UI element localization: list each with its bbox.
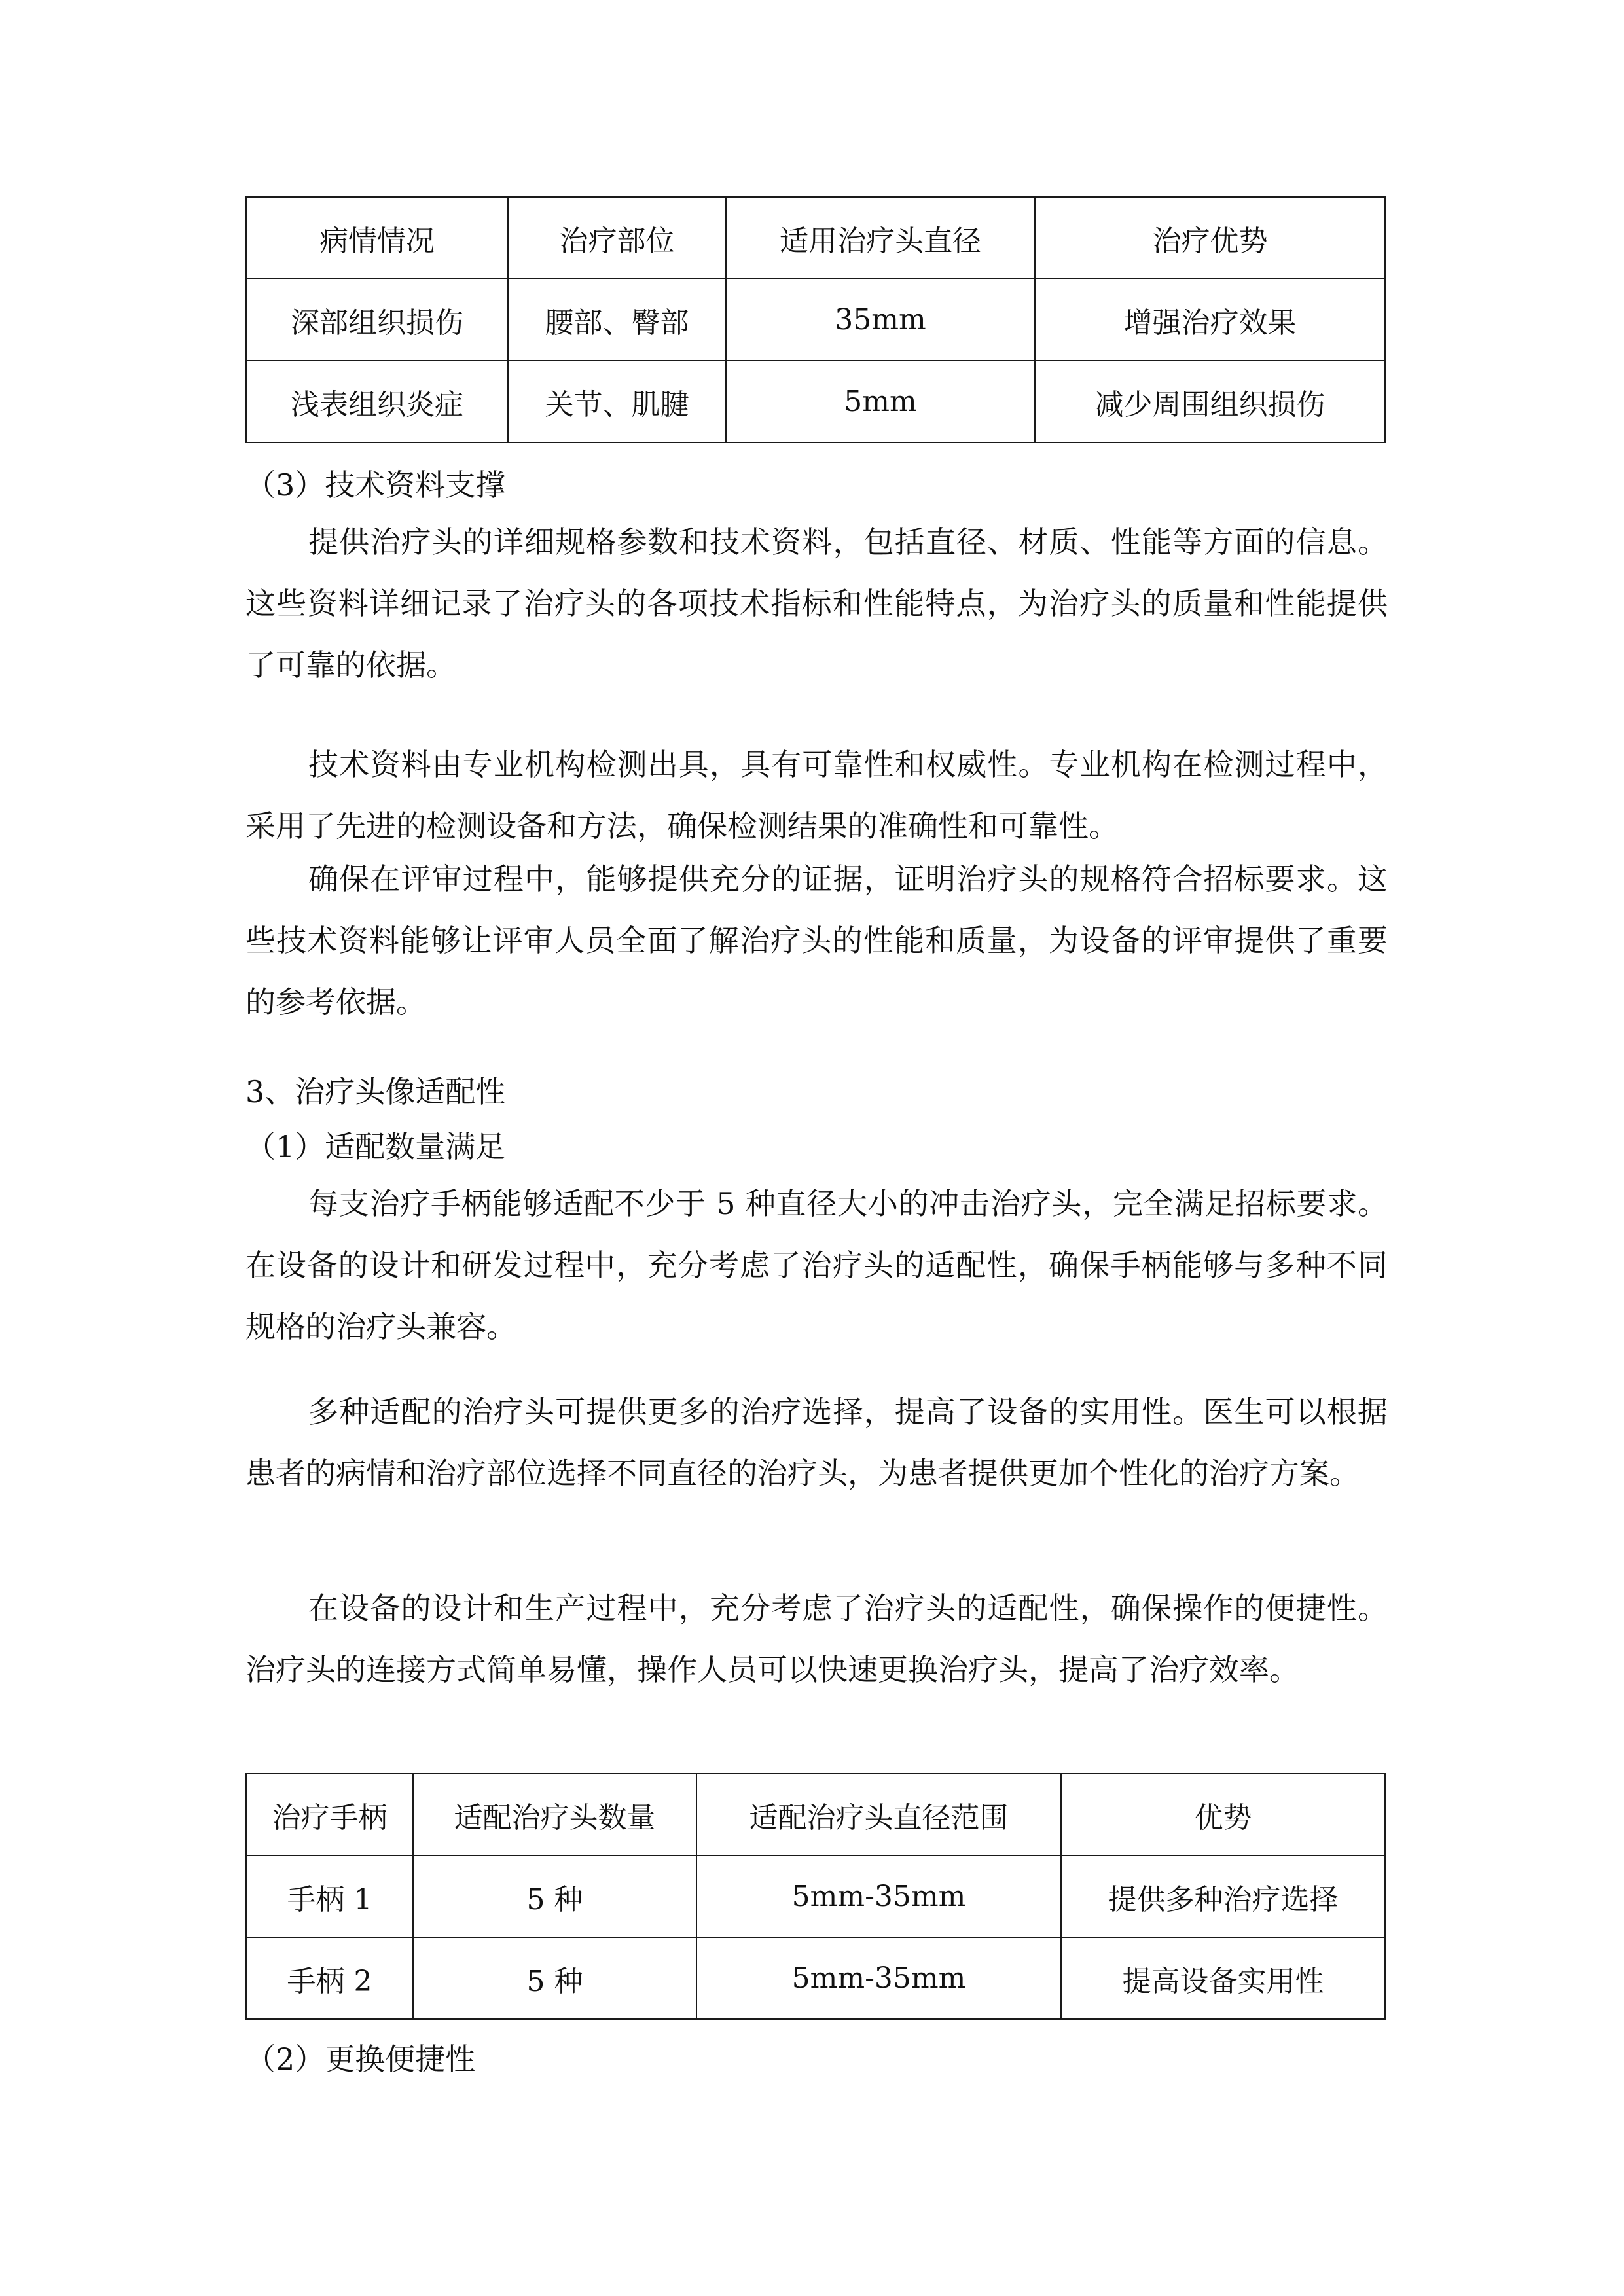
table-cell: 5 种	[413, 1856, 696, 1937]
table-row	[246, 361, 1385, 442]
table-header-cell: 治疗部位	[508, 197, 726, 279]
table-handle-fit	[245, 1773, 1386, 2020]
table-cell: 腰部、臀部	[508, 279, 726, 361]
table-cell: 35mm	[726, 279, 1035, 361]
table-header-cell: 适配治疗头直径范围	[696, 1774, 1061, 1856]
paragraph: 提供治疗头的详细规格参数和技术资料，包括直径、材质、性能等方面的信息。这些资料详细记录了治疗头的各项技术指标和性能特点，为治疗头的质量和性能提供了可靠的依据。	[245, 524, 1388, 683]
table-header-cell: 适用治疗头直径	[726, 197, 1035, 279]
table-cell: 5mm	[726, 361, 1035, 442]
paragraph: 在设备的设计和生产过程中，充分考虑了治疗头的适配性，确保操作的便捷性。治疗头的连接方式简单易懂，操作人员可以快速更换治疗头，提高了治疗效率。	[245, 1590, 1388, 1687]
table-cell: 手柄 2	[246, 1937, 413, 2019]
table-cell: 深部组织损伤	[246, 279, 508, 361]
paragraph: 确保在评审过程中，能够提供充分的证据，证明治疗头的规格符合招标要求。这些技术资料能够让评审人员全面了解治疗头的性能和质量，为设备的评审提供了重要的参考依据。	[245, 861, 1388, 1020]
table-condition-diameter	[245, 196, 1386, 443]
paragraph: 每支治疗手柄能够适配不少于 5 种直径大小的冲击治疗头，完全满足招标要求。在设备的设计和研发过程中，充分考虑了治疗头的适配性，确保手柄能够与多种不同规格的治疗头兼容。	[245, 1186, 1388, 1344]
table-cell: 5mm-35mm	[696, 1937, 1061, 2019]
table-header-cell: 治疗优势	[1035, 197, 1385, 279]
paragraph: 多种适配的治疗头可提供更多的治疗选择，提高了设备的实用性。医生可以根据患者的病情和治疗部位选择不同直径的治疗头，为患者提供更加个性化的治疗方案。	[245, 1394, 1388, 1491]
chapter-heading-adaptability: 3、治疗头像适配性	[245, 1074, 506, 1109]
table-header-cell: 优势	[1061, 1774, 1385, 1856]
table-header-cell: 适配治疗头数量	[413, 1774, 696, 1856]
table-cell: 提供多种治疗选择	[1061, 1856, 1385, 1937]
table-header-row	[246, 197, 1385, 279]
paragraph: 技术资料由专业机构检测出具，具有可靠性和权威性。专业机构在检测过程中，采用了先进的检测设备和方法，确保检测结果的准确性和可靠性。	[245, 747, 1388, 844]
table-cell: 减少周围组织损伤	[1035, 361, 1385, 442]
table-row	[246, 1937, 1385, 2019]
table-header-cell: 病情情况	[246, 197, 508, 279]
table-row	[246, 279, 1385, 361]
section-heading-tech-docs: （3）技术资料支撑	[245, 467, 506, 503]
table-cell: 增强治疗效果	[1035, 279, 1385, 361]
section-heading-swap-ease: （2）更换便捷性	[245, 2041, 476, 2077]
table-header-cell: 治疗手柄	[246, 1774, 413, 1856]
table-header-row	[246, 1774, 1385, 1856]
table-cell: 手柄 1	[246, 1856, 413, 1937]
table-cell: 浅表组织炎症	[246, 361, 508, 442]
table-cell: 关节、肌腱	[508, 361, 726, 442]
table-cell: 提高设备实用性	[1061, 1937, 1385, 2019]
table-cell: 5mm-35mm	[696, 1856, 1061, 1937]
table-cell: 5 种	[413, 1937, 696, 2019]
section-heading-fit-count: （1）适配数量满足	[245, 1129, 506, 1164]
table-row	[246, 1856, 1385, 1937]
